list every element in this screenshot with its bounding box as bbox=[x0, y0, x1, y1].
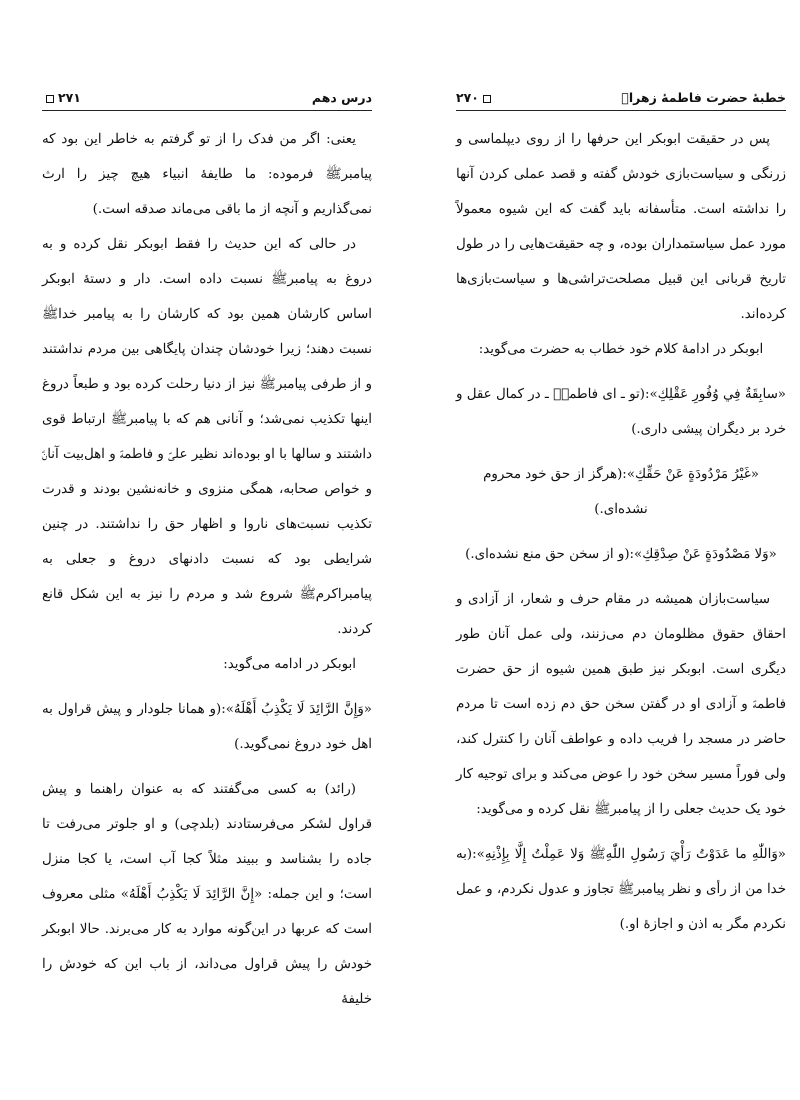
arabic-quote-paragraph: «وَاللّٰهِ ما عَدَوْتُ رَأْيَ رَسُولِ اللّٰهِﷺ وَلا عَمِلْتُ إِلَّا بِإِذْنِهِ»:(به خدا من از رأی و نظر پیامبرﷺ تجاوز و عدول نکردم، و عمل نکردم مگر به اذن و اجازهٔ او.) bbox=[455, 847, 786, 932]
paragraph: (رائد) به کسی می‌گفتند که به عنوان راهنما و پیش قراول لشکر می‌فرستادند (بلدچی) و او جلوتر می‌رفت تا جاده را بشناسد و ببیند مثلاً کجا آب است، یا کجا منزل است؛ و این جمله: «إِنَّ الرَّائِدَ لَا یَکْذِبُ أَهْلَهُ» مثلی معروف است که عربها در این‌گونه موارد به کار می‌برند. حالا ابوبکر خودش را پیش قراول می‌داند، از باب این که خودش را خلیفهٔ bbox=[42, 782, 372, 1007]
square-bullet-icon bbox=[483, 95, 491, 103]
left-page-number-group bbox=[42, 90, 81, 105]
paragraph: ابوبکر در ادامه می‌گوید: bbox=[223, 657, 356, 672]
left-page-number: ۲۷۱ bbox=[58, 90, 81, 105]
right-page-body bbox=[456, 122, 786, 942]
arabic-quote-paragraph: «وَلا مَصْدُودَةٍ عَنْ صِدْقِكِ»:(و از سخن حق منع نشده‌ای.) bbox=[465, 547, 777, 562]
arabic-quote-paragraph: «سابِقَةٌ فِي وُفُورِ عَقْلِكِ»:(تو ـ ای فاطمهؑ ـ در کمال عقل و خرد بر دیگران پیشی داری.) bbox=[456, 387, 786, 437]
right-page-header bbox=[456, 88, 786, 111]
arabic-quote-paragraph: «غَيْرُ مَرْدُودَةٍ عَنْ حَقِّكِ»:(هرگز از حق خود محروم نشده‌ای.) bbox=[483, 467, 759, 517]
arabic-quote-paragraph: «وَإِنَّ الرَّائِدَ لَا یَکْذِبُ أَهْلَهُ»:(و همانا جلودار و پیش قراول به اهل خود دروغ نمی‌گوید.) bbox=[42, 702, 372, 752]
paragraph: در حالی که این حدیث را فقط ابوبکر نقل کرده و به دروغ به پیامبرﷺ نسبت داده است. دار و دستهٔ ابوبکر اساس کارشان همین بود که کارشان را به پیامبر خداﷺ نسبت دهند؛ زیرا خودشان چندان پایگاهی بین مردم نداشتند و از طرفی پیامبرﷺ نیز از دنیا رحلت کرده بود و طبعاً دروغ اینها تکذیب نمی‌شد؛ و آنانی هم که با پیامبرﷺ ارتباط قوی داشتند و سالها با او بوده‌اند نظیر علیؑ و فاطمهؑ و اهل‌بیت آنانؑ و خواص صحابه، همگی منزوی و خانه‌نشین بودند و قدرت تکذیب نسبت‌های ناروا و اظهار حق را نداشتند. در چنین شرایطی بود که نسبت دادنهای دروغ و جعلی به پیامبراکرمﷺ شروع شد و مردم را نیز به این شکل قانع کردند. bbox=[42, 237, 372, 637]
right-page-header-title: خطبهٔ حضرت فاطمهٔ زهراؑ bbox=[621, 90, 786, 105]
right-page-number-group bbox=[456, 90, 495, 105]
right-page-number: ۲۷۰ bbox=[456, 90, 479, 105]
paragraph: ابوبکر در ادامهٔ کلام خود خطاب به حضرت می‌گوید: bbox=[478, 342, 764, 357]
paragraph: یعنی: اگر من فدک را از تو گرفتم به خاطر این بود که پیامبرﷺ فرموده: ما طایفهٔ انبیاء هیچ چیز را ارث نمی‌گذاریم و آنچه از ما باقی می‌ماند صدقه است.) bbox=[42, 132, 372, 217]
left-page-header bbox=[42, 88, 372, 111]
square-bullet-icon bbox=[46, 95, 54, 103]
paragraph: سیاست‌بازان همیشه در مقام حرف و شعار، از آزادی و احقاق حقوق مظلومان دم می‌زنند، ولی عمل آنان طور دیگری است. ابوبکر نیز طبق همین شیوه از حق حضرت فاطمهؑ و آزادی او در گفتن سخن حق دم زده است تا مردم حاضر در مسجد را فریب داده و عواطف آنان را کنترل کند، ولی فوراً مسیر سخن خود را عوض می‌کند و برای توجیه کار خود یک حدیث جعلی را از پیامبرﷺ نقل کرده و می‌گوید: bbox=[456, 592, 786, 817]
paragraph: پس در حقیقت ابوبکر این حرفها را از روی دیپلماسی و زرنگی و سیاست‌بازی خودش گفته و قصد عملی کردن آنها را نداشته است. متأسفانه باید گفت که این شیوه معمولاً مورد عمل سیاستمداران بوده، و چه حقیقت‌هایی را در طول تاریخ قربانی این قبیل مصلحت‌تراشی‌ها و سیاست‌بازی‌ها کرده‌اند. bbox=[456, 132, 786, 322]
left-page bbox=[42, 88, 372, 1068]
right-page bbox=[456, 88, 786, 1068]
left-page-body bbox=[42, 122, 372, 1017]
left-page-header-title: درس دهم bbox=[311, 90, 372, 105]
